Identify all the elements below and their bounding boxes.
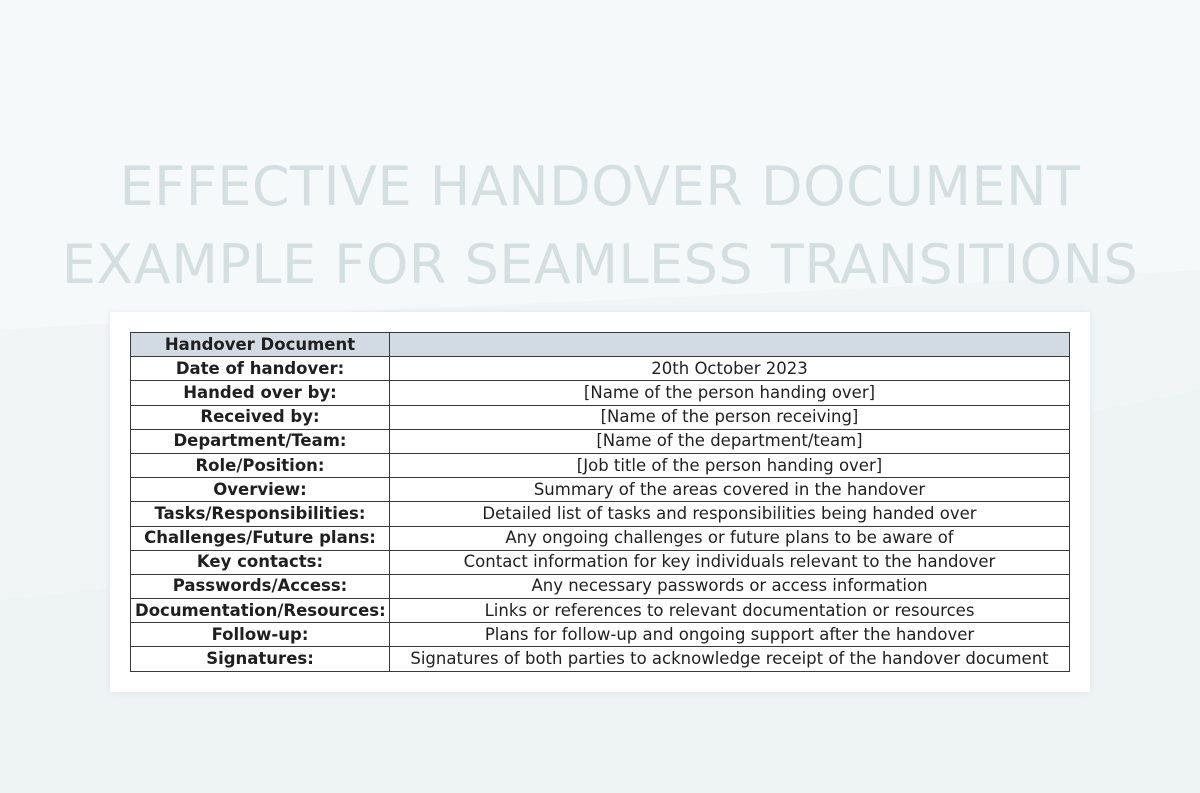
document-card (110, 312, 1090, 692)
handover-table (130, 332, 1070, 672)
table-row (131, 550, 1070, 574)
table-row (131, 429, 1070, 453)
table-row (131, 478, 1070, 502)
header-label-cell: Handover Document (131, 333, 390, 357)
row-value-cell: Signatures of both parties to acknowledge receipt of the handover document (390, 647, 1070, 671)
row-value-cell: Any necessary passwords or access information (390, 574, 1070, 598)
row-label-cell: Key contacts: (131, 550, 390, 574)
row-value-cell: Contact information for key individuals relevant to the handover (390, 550, 1070, 574)
table-row (131, 526, 1070, 550)
row-label-cell: Signatures: (131, 647, 390, 671)
row-label-cell: Follow-up: (131, 623, 390, 647)
page-title-line-1: EFFECTIVE HANDOVER DOCUMENT (119, 155, 1081, 219)
row-value-cell: Summary of the areas covered in the handover (390, 478, 1070, 502)
table-row (131, 599, 1070, 623)
row-label-cell: Documentation/Resources: (131, 599, 390, 623)
table-row (131, 453, 1070, 477)
row-value-cell: Links or references to relevant documentation or resources (390, 599, 1070, 623)
table-row (131, 574, 1070, 598)
row-value-cell: [Name of the person receiving] (390, 405, 1070, 429)
row-value-cell: 20th October 2023 (390, 357, 1070, 381)
row-value-cell: Detailed list of tasks and responsibilities being handed over (390, 502, 1070, 526)
row-label-cell: Challenges/Future plans: (131, 526, 390, 550)
table-header-row (131, 333, 1070, 357)
row-value-cell: [Name of the person handing over] (390, 381, 1070, 405)
row-label-cell: Passwords/Access: (131, 574, 390, 598)
table-row (131, 357, 1070, 381)
header-value-cell (390, 333, 1070, 357)
row-label-cell: Overview: (131, 478, 390, 502)
row-value-cell: [Name of the department/team] (390, 429, 1070, 453)
table-row (131, 381, 1070, 405)
row-value-cell: Any ongoing challenges or future plans to be aware of (390, 526, 1070, 550)
table-row (131, 502, 1070, 526)
row-label-cell: Role/Position: (131, 453, 390, 477)
table-row (131, 405, 1070, 429)
table-row (131, 623, 1070, 647)
row-label-cell: Handed over by: (131, 381, 390, 405)
row-label-cell: Date of handover: (131, 357, 390, 381)
table-row (131, 647, 1070, 671)
row-label-cell: Received by: (131, 405, 390, 429)
row-label-cell: Department/Team: (131, 429, 390, 453)
page-title (0, 148, 1200, 304)
row-value-cell: Plans for follow-up and ongoing support after the handover (390, 623, 1070, 647)
page-title-line-2: EXAMPLE FOR SEAMLESS TRANSITIONS (61, 233, 1139, 297)
row-label-cell: Tasks/Responsibilities: (131, 502, 390, 526)
row-value-cell: [Job title of the person handing over] (390, 453, 1070, 477)
